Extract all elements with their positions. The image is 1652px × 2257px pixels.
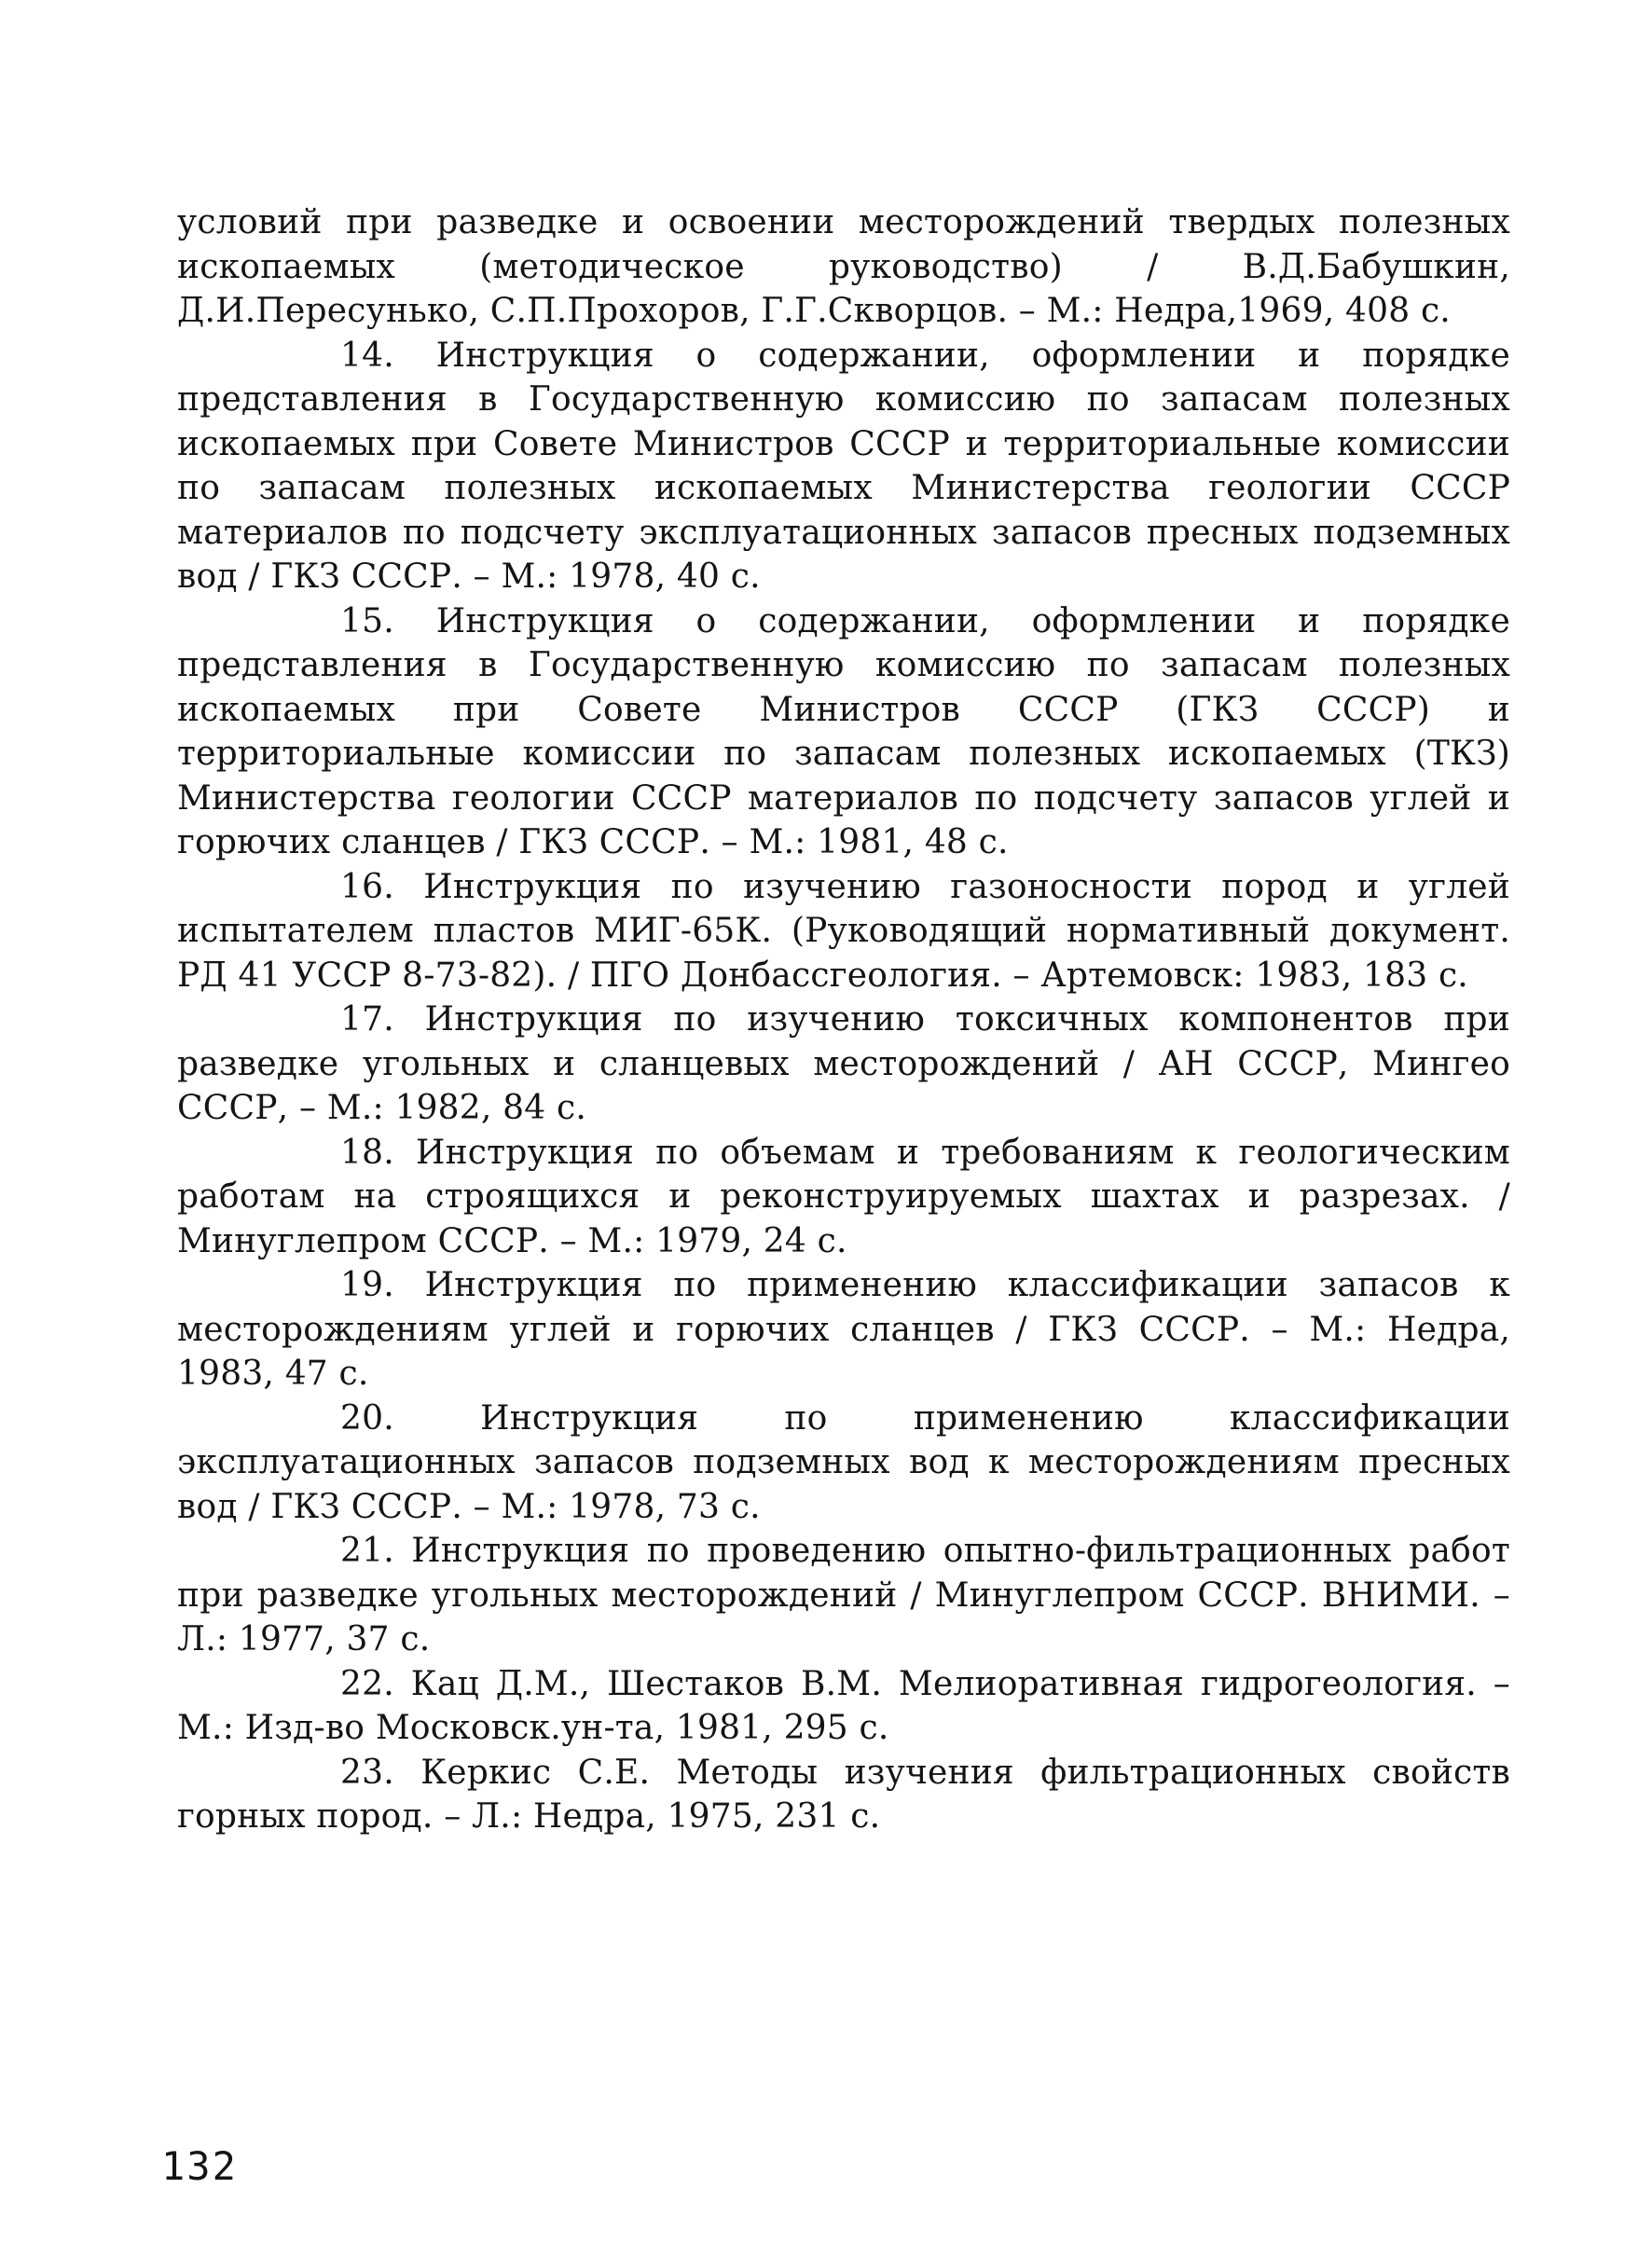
- reference-entry-15: [177, 599, 1510, 865]
- reference-text: Инструкция о содержании, оформлении и порядке представления в Государственную комиссию по запасам полезных ископаемых при Совете Министров СССР и территориальные комиссии по запасам полезных ископаемых Министерства геологии СССР материалов по подсчету эксплуатационных запасов пресных подземных вод / ГКЗ СССР. – М.: 1978, 40 с.: [177, 336, 1510, 596]
- reference-continuation: условий при разведке и освоении месторождений твердых полезных ископаемых (методическое руководство) / В.Д.Бабушкин, Д.И.Пересунько, С.П.Прохоров, Г.Г.Скворцов. – М.: Недра,1969, 408 с.: [177, 203, 1510, 330]
- reference-number: 23.: [340, 1753, 394, 1792]
- reference-entry-14: [177, 334, 1510, 599]
- reference-number: 22.: [340, 1664, 394, 1703]
- reference-entry-19: [177, 1263, 1510, 1397]
- reference-number: 20.: [340, 1398, 394, 1438]
- reference-text: Инструкция по проведению опытно-фильтрационных работ при разведке угольных месторождений / Минуглепром СССР. ВНИМИ. – Л.: 1977, 37 с.: [177, 1532, 1510, 1658]
- reference-list: [177, 200, 1510, 1839]
- reference-number: 21.: [340, 1532, 394, 1570]
- page-number: 132: [161, 2143, 238, 2189]
- reference-text: Инструкция по изучению газоносности пород и углей испытателем пластов МИГ-65К. (Руководящий нормативный документ. РД 41 УССР 8-73-82). / ПГО Донбассгеология. – Артемовск: 1983, 183 с.: [177, 867, 1510, 995]
- reference-entry-22: [177, 1662, 1510, 1751]
- reference-entry-21: [177, 1529, 1510, 1662]
- reference-entry-17: [177, 998, 1510, 1131]
- reference-entry-20: [177, 1397, 1510, 1530]
- reference-number: 17.: [340, 1000, 394, 1039]
- reference-entry-23: [177, 1751, 1510, 1839]
- reference-entry-18: [177, 1131, 1510, 1264]
- reference-number: 18.: [340, 1133, 394, 1172]
- reference-text: Инструкция по применению классификации запасов к месторождениям углей и горючих сланцев / ГКЗ СССР. – М.: Недра, 1983, 47 с.: [177, 1266, 1510, 1393]
- reference-text: Инструкция о содержании, оформлении и порядке представления в Государственную комиссию по запасам полезных ископаемых при Совете Министров СССР (ГКЗ СССР) и территориальные комиссии по запасам полезных ископаемых (ТКЗ) Министерства геологии СССР материалов по подсчету запасов углей и горючих сланцев / ГКЗ СССР. – М.: 1981, 48 с.: [177, 601, 1510, 861]
- reference-text: Кац Д.М., Шестаков В.М. Мелиоративная гидрогеология. – М.: Изд-во Московск.ун-та, 1981, 295 с.: [177, 1664, 1510, 1747]
- reference-number: 19.: [340, 1266, 394, 1304]
- reference-entry-16: [177, 865, 1510, 998]
- reference-text: Инструкция по изучению токсичных компонентов при разведке угольных и сланцевых месторождений / АН СССР, Мингео СССР, – М.: 1982, 84 с.: [177, 1000, 1510, 1127]
- reference-number: 15.: [340, 601, 394, 640]
- reference-number: 16.: [340, 867, 394, 906]
- reference-text: Инструкция по применению классификации эксплуатационных запасов подземных вод к месторождениям пресных вод / ГКЗ СССР. – М.: 1978, 73 с.: [177, 1398, 1510, 1526]
- reference-text: Инструкция по объемам и требованиям к геологическим работам на строящихся и реконструируемых шахтах и разрезах. /Минуглепром СССР. – М.: 1979, 24 с.: [177, 1133, 1510, 1260]
- reference-number: 14.: [340, 336, 394, 375]
- reference-text: Керкис С.Е. Методы изучения фильтрационных свойств горных пород. – Л.: Недра, 1975, 231 с.: [177, 1753, 1510, 1836]
